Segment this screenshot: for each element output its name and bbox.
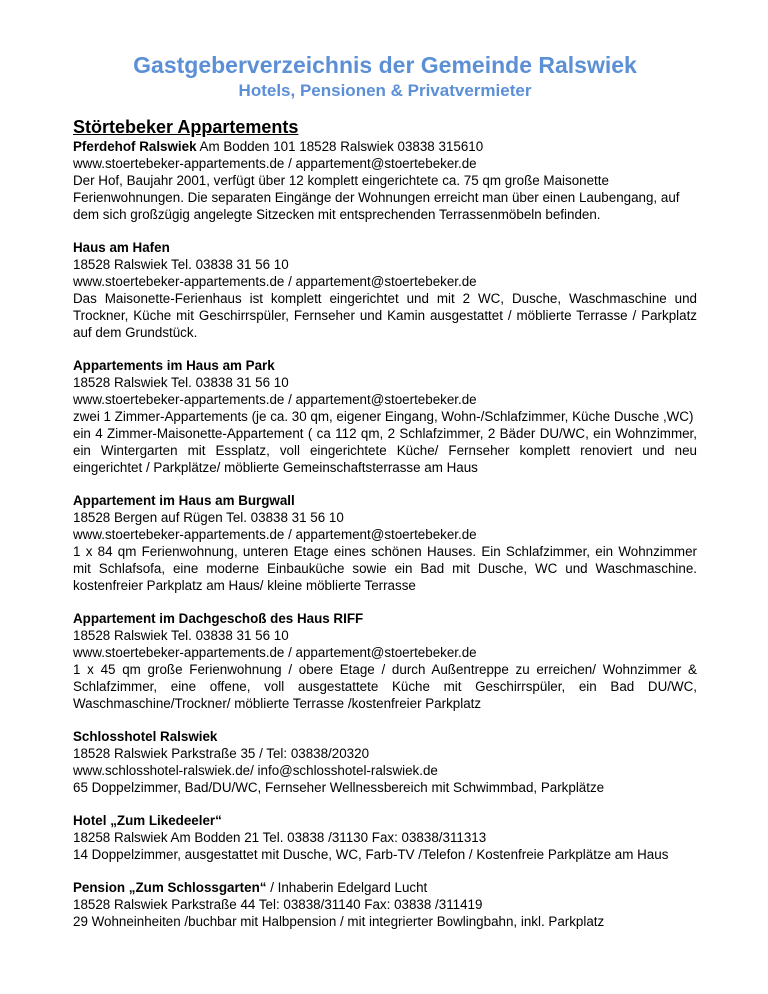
listing-heading [73,879,697,896]
listing-owner: / Inhaberin Edelgard Lucht [266,880,428,895]
listing-address: 18528 Ralswiek Tel. 03838 31 56 10 [73,257,289,272]
listing-haus-am-hafen [73,239,697,341]
listing-schlossgarten [73,879,697,930]
listing-name: Appartements im Haus am Park [73,358,275,373]
listing-name: Pferdehof Ralswiek [73,139,197,154]
listing-name: Haus am Hafen [73,240,170,255]
listing-description-2: ein 4 Zimmer-Maisonette-Appartement ( ca 112 qm, 2 Schlafzimmer, 2 Bäder DU/WC, ein Wohnzimmer, ein Wintergarten mit Essplatz, voll eingerichtete Küche/ Fernseher komplett renoviert und neu eingerichtet / Parkplätze/ möblierte Gemeinschaftsterrasse am Haus [73,426,697,475]
section-title: Störtebeker Appartements [73,117,299,137]
listing-heading [73,138,697,155]
listing-web: www.stoertebeker-appartements.de / appartement@stoertebeker.de [73,274,477,289]
listing-description: Der Hof, Baujahr 2001, verfügt über 12 komplett eingerichtete ca. 75 qm große Maisonette Ferienwohnungen. Die separaten Eingänge der Wohnungen erreicht man über einen Laubengang, auf dem sich großzügig angelegte Sitzecken mit entsprechenden Terrassenmöbeln befinden. [73,173,680,222]
listing-web: www.stoertebeker-appartements.de / appartement@stoertebeker.de [73,392,477,407]
listing-description: 14 Doppelzimmer, ausgestattet mit Dusche, WC, Farb-TV /Telefon / Kostenfreie Parkplätze am Haus [73,847,669,862]
listing-address: 18528 Bergen auf Rügen Tel. 03838 31 56 10 [73,510,344,525]
page-title: Gastgeberverzeichnis der Gemeinde Ralswiek [133,52,637,78]
document-page [73,50,697,946]
listing-likedeeler [73,812,697,863]
listing-description: 1 x 45 qm große Ferienwohnung / obere Etage / durch Außentreppe zu erreichen/ Wohnzimmer & Schlafzimmer, eine offene, voll ausgestattete Küche mit Geschirrspüler, ein Bad DU/WC, Waschmaschine/Trockner/ möblierte Terrasse /kostenfreier Parkplatz [73,662,697,711]
listing-name: Appartement im Dachgeschoß des Haus RIFF [73,611,364,626]
listing-haus-am-park [73,357,697,476]
listing-address: 18528 Ralswiek Parkstraße 44 Tel: 03838/31140 Fax: 03838 /311419 [73,897,483,912]
listing-description: 1 x 84 qm Ferienwohnung, unteren Etage eines schönen Hauses. Ein Schlafzimmer, ein Wohnzimmer mit Schlafsofa, eine moderne Einbauküche sowie ein Bad mit Dusche, WC und Waschmaschine. kostenfreier Parkplatz am Haus/ kleine möblierte Terrasse [73,544,697,593]
listing-name: Schlosshotel Ralswiek [73,729,218,744]
listing-name: Pension „Zum Schlossgarten“ [73,880,267,895]
listing-description: Das Maisonette-Ferienhaus ist komplett eingerichtet und mit 2 WC, Dusche, Waschmaschine und Trockner, Küche mit Geschirrspüler, Fernseher und Kamin ausgestattet / möblierte Terrasse / Parkplatz auf dem Grundstück. [73,291,697,340]
listing-description: 65 Doppelzimmer, Bad/DU/WC, Fernseher Wellnessbereich mit Schwimmbad, Parkplätze [73,780,605,795]
listing-name: Hotel „Zum Likedeeler“ [73,813,222,828]
listing-web: www.stoertebeker-appartements.de / appartement@stoertebeker.de [73,645,477,660]
page-subtitle: Hotels, Pensionen & Privatvermieter [238,81,532,100]
listing-web: www.stoertebeker-appartements.de / appartement@stoertebeker.de [73,527,477,542]
listing-description: 29 Wohneinheiten /buchbar mit Halbpension / mit integrierter Bowlingbahn, inkl. Parkplatz [73,914,605,929]
listing-address: 18528 Ralswiek Tel. 03838 31 56 10 [73,628,289,643]
listing-web: www.schlosshotel-ralswiek.de/ info@schlosshotel-ralswiek.de [73,763,438,778]
listing-address: 18258 Ralswiek Am Bodden 21 Tel. 03838 /31130 Fax: 03838/311313 [73,830,487,845]
listing-description: zwei 1 Zimmer-Appartements (je ca. 30 qm, eigener Eingang, Wohn-/Schlafzimmer, Küche Dusche ,WC) [73,409,694,424]
listing-schlosshotel [73,728,697,796]
listing-web: www.stoertebeker-appartements.de / appartement@stoertebeker.de [73,156,477,171]
listing-haus-riff [73,610,697,712]
listing-address: 18528 Ralswiek Parkstraße 35 / Tel: 03838/20320 [73,746,370,761]
listing-address: Am Bodden 101 18528 Ralswiek 03838 315610 [196,139,484,154]
listing-haus-am-burgwall [73,492,697,594]
listing-name: Appartement im Haus am Burgwall [73,493,295,508]
listing-address: 18528 Ralswiek Tel. 03838 31 56 10 [73,375,289,390]
listing-pferdehof [73,138,697,223]
